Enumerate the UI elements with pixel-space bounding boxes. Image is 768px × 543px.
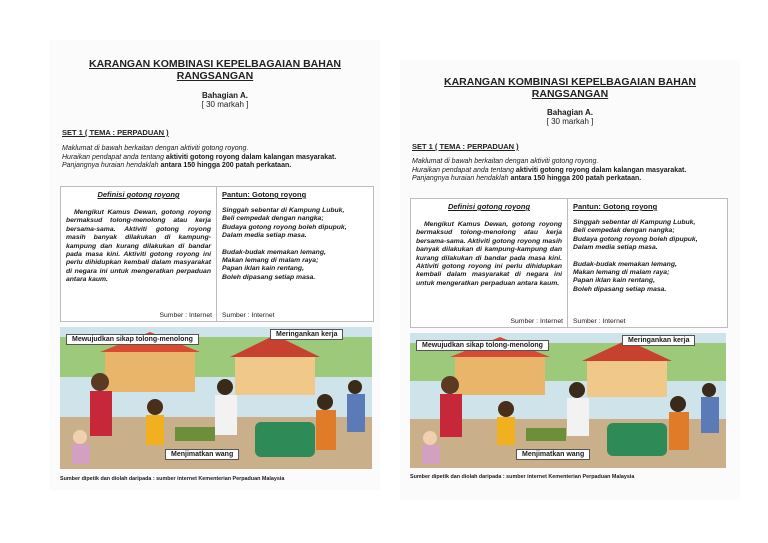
gotong-royong-illustration <box>60 327 372 469</box>
definition-paragraph: Mengikut Kamus Dewan, gotong royong bermaksud tolong-menolong atau kerja bersama-sama. Aktiviti gotong royong masih banyak dilakukan di kampung-kampung dan kurang dilakukan di bandar pada masa kini. Aktiviti gotong royong ini perlu dihidupkan kembali dalam masyarakat di negara ini untuk mengeratkan perpaduan antara kaum. <box>416 221 562 287</box>
page-title: KARANGAN KOMBINASI KEPELBAGAIAN BAHAN RANGSANGAN <box>444 76 696 100</box>
callout-menjimatkan: Menjimatkan wang <box>165 449 239 460</box>
page-title: KARANGAN KOMBINASI KEPELBAGAIAN BAHAN RANGSANGAN <box>89 58 341 82</box>
definition-column <box>411 199 568 327</box>
pantun-stanza-1: Singgah sebentar di Kampung Lubuk, Beli cempedak dengan nangka; Budaya gotong royong boleh dipupuk, Dalam media setiap masa. <box>222 207 347 240</box>
pantun-stanza-2: Budak-budak memakan lemang, Makan lemang di malam raya; Papan iklan kain rentang, Boleh dipasang setiap masa. <box>222 248 326 281</box>
pantun-heading: Pantun: Gotong royong <box>222 190 307 199</box>
set-label: SET 1 ( TEMA : PERPADUAN ) <box>412 142 519 151</box>
definition-source: Sumber : Internet <box>510 318 563 325</box>
callout-menjimatkan: Menjimatkan wang <box>516 449 590 460</box>
pantun-column <box>217 187 373 321</box>
pantun-stanza-1: Singgah sebentar di Kampung Lubuk, Beli cempedak dengan nangka; Budaya gotong royong boleh dipupuk, Dalam media setiap masa. <box>573 219 698 252</box>
document-page-left <box>50 40 380 490</box>
pantun-stanza-2: Budak-budak memakan lemang, Makan lemang di malam raya; Papan iklan kain rentang, Boleh dipasang setiap masa. <box>573 260 677 293</box>
section-heading: Bahagian A. [ 30 markah ] <box>201 91 249 109</box>
callout-meringankan: Meringankan kerja <box>270 329 343 340</box>
instructions: Maklumat di bawah berkaitan dengan aktiviti gotong royong. Huraikan pendapat anda tentang aktiviti gotong royong dalam kalangan masyarakat. Panjangnya huraian hendaklah antara 150 hingga 200 patah perkataan. <box>412 158 687 183</box>
pantun-source: Sumber : Internet <box>573 318 626 325</box>
pantun-source: Sumber : Internet <box>222 312 275 319</box>
info-table <box>410 198 728 328</box>
document-page-right <box>400 60 740 500</box>
definition-paragraph: Mengikut Kamus Dewan, gotong royong bermaksud tolong-menolong atau kerja bersama-sama. Aktiviti gotong royong masih banyak dilakukan di kampung-kampung dan kurang dilakukan di bandar pada masa kini. Aktiviti gotong royong ini perlu dihidupkan kembali dalam masyarakat di negara ini untuk mengeratkan perpaduan antara kaum. <box>66 209 211 284</box>
callout-mewujudkan: Mewujudkan sikap tolong-menolong <box>416 340 549 351</box>
pantun-heading: Pantun: Gotong royong <box>573 202 658 211</box>
info-table <box>60 186 374 322</box>
definition-column <box>61 187 217 321</box>
instructions: Maklumat di bawah berkaitan dengan aktiviti gotong royong. Huraikan pendapat anda tentang aktiviti gotong royong dalam kalangan masyarakat. Panjangnya huraian hendaklah antara 150 hingga 200 patah perkataan. <box>62 145 337 170</box>
pantun-column <box>568 199 727 327</box>
set-label: SET 1 ( TEMA : PERPADUAN ) <box>62 128 169 137</box>
footer-source: Sumber dipetik dan diolah daripada : sumber internet Kementerian Perpaduan Malaysia <box>410 474 635 480</box>
definition-heading: Definisi gotong royong <box>447 202 531 211</box>
definition-source: Sumber : Internet <box>159 312 212 319</box>
section-heading: Bahagian A. [ 30 markah ] <box>546 108 594 126</box>
callout-mewujudkan: Mewujudkan sikap tolong-menolong <box>66 334 199 345</box>
callout-meringankan: Meringankan kerja <box>622 335 695 346</box>
footer-source: Sumber dipetik dan diolah daripada : sumber internet Kementerian Perpaduan Malaysia <box>60 476 285 482</box>
definition-heading: Definisi gotong royong <box>97 190 180 199</box>
gotong-royong-illustration <box>410 333 726 468</box>
